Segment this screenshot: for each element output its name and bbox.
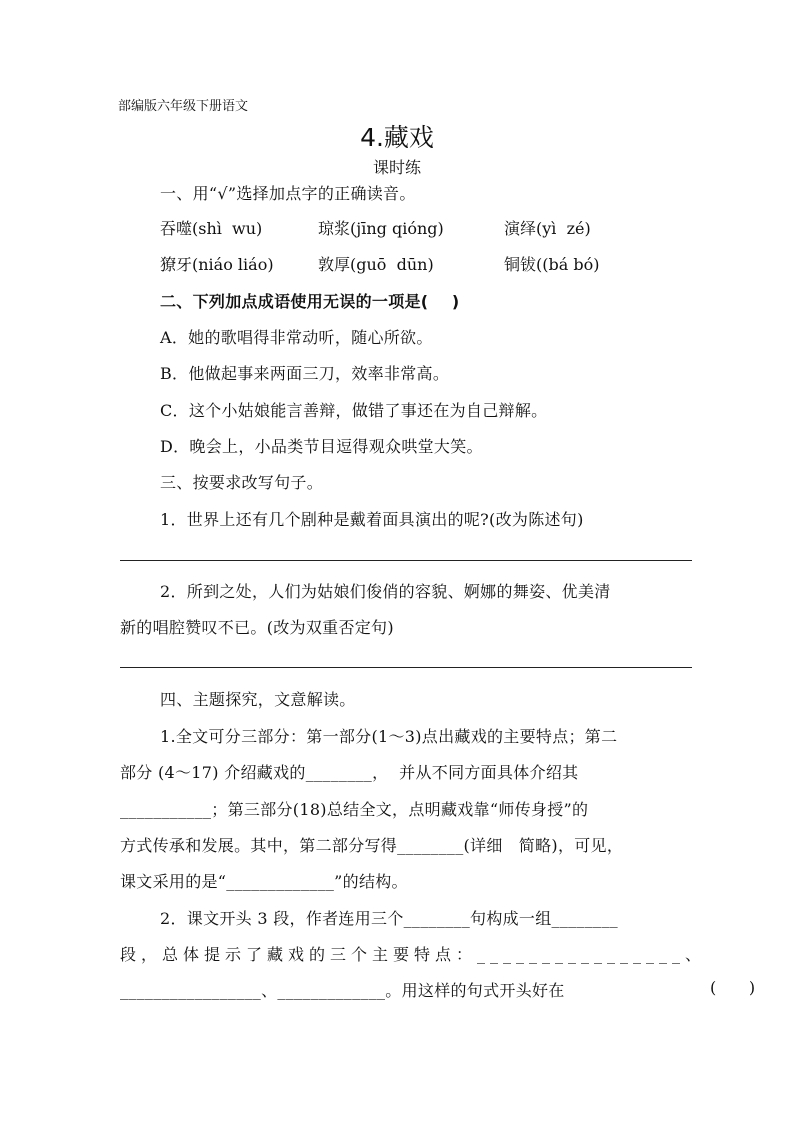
- answer-line: [120, 667, 692, 668]
- pinyin-item: 吞噬(shì wu): [160, 219, 263, 238]
- pinyin-item: 敦厚(guō dūn): [318, 255, 434, 274]
- section4-p1-line: 课文采用的是“_____________”的结构。: [120, 872, 408, 891]
- section4-p1-line: 方式传承和发展。其中，第二部分写得________(详细 简略)，可见，: [120, 836, 624, 855]
- section4-p1-line: ___________；第三部分(18)总结全文，点明藏戏靠“师传身授”的: [120, 800, 589, 819]
- section4-p1-line: 1.全文可分三部分：第一部分(1～3)点出藏戏的主要特点；第二: [160, 727, 618, 746]
- answer-line: [120, 560, 692, 561]
- section3-question-1: 1．世界上还有几个剧种是戴着面具演出的呢?(改为陈述句): [160, 510, 584, 529]
- page-subtitle: 课时练: [372, 158, 421, 177]
- header-label: 部编版六年级下册语文: [118, 99, 249, 114]
- section3-heading: 三、按要求改写句子。: [160, 473, 324, 492]
- section3-question-2-cont: 新的唱腔赞叹不已。(改为双重否定句): [120, 618, 394, 637]
- section3-question-2: 2．所到之处，人们为姑娘们俊俏的容貌、婀娜的舞姿、优美清: [160, 582, 611, 601]
- page-title: 4.藏戏: [360, 123, 434, 152]
- option-d: D．晚会上，小品类节目逗得观众哄堂大笑。: [160, 437, 483, 456]
- section4-p2-line: _________________、_____________。用这样的句式开头好在: [120, 981, 565, 1000]
- pinyin-item: 演绎(yì zé): [504, 219, 591, 238]
- section4-p2-line: 段，总体提示了藏戏的三个主要特点：________________、: [120, 945, 707, 964]
- option-c: C．这个小姑娘能言善辩，做错了事还在为自己辩解。: [160, 401, 548, 420]
- pinyin-item: 铜钹((bá bó): [504, 255, 600, 274]
- option-b: B．他做起事来两面三刀，效率非常高。: [160, 364, 450, 383]
- section2-heading: 二、下列加点成语使用无误的一项是( ): [160, 292, 460, 311]
- option-a: A．她的歌唱得非常动听，随心所欲。: [160, 328, 433, 347]
- section4-p1-line: 部分 (4～17) 介绍藏戏的________， 并从不同方面具体介绍其: [120, 763, 579, 782]
- section4-heading: 四、主题探究，文意解读。: [160, 690, 356, 709]
- section4-p2-line: 2．课文开头 3 段，作者连用三个________句构成一组________: [160, 909, 618, 928]
- answer-parenthesis: ( ): [710, 978, 756, 997]
- pinyin-item: 獠牙(niáo liáo): [160, 255, 274, 274]
- pinyin-item: 琼浆(jīng qióng): [318, 219, 444, 238]
- section1-heading: 一、用“√”选择加点字的正确读音。: [160, 184, 416, 203]
